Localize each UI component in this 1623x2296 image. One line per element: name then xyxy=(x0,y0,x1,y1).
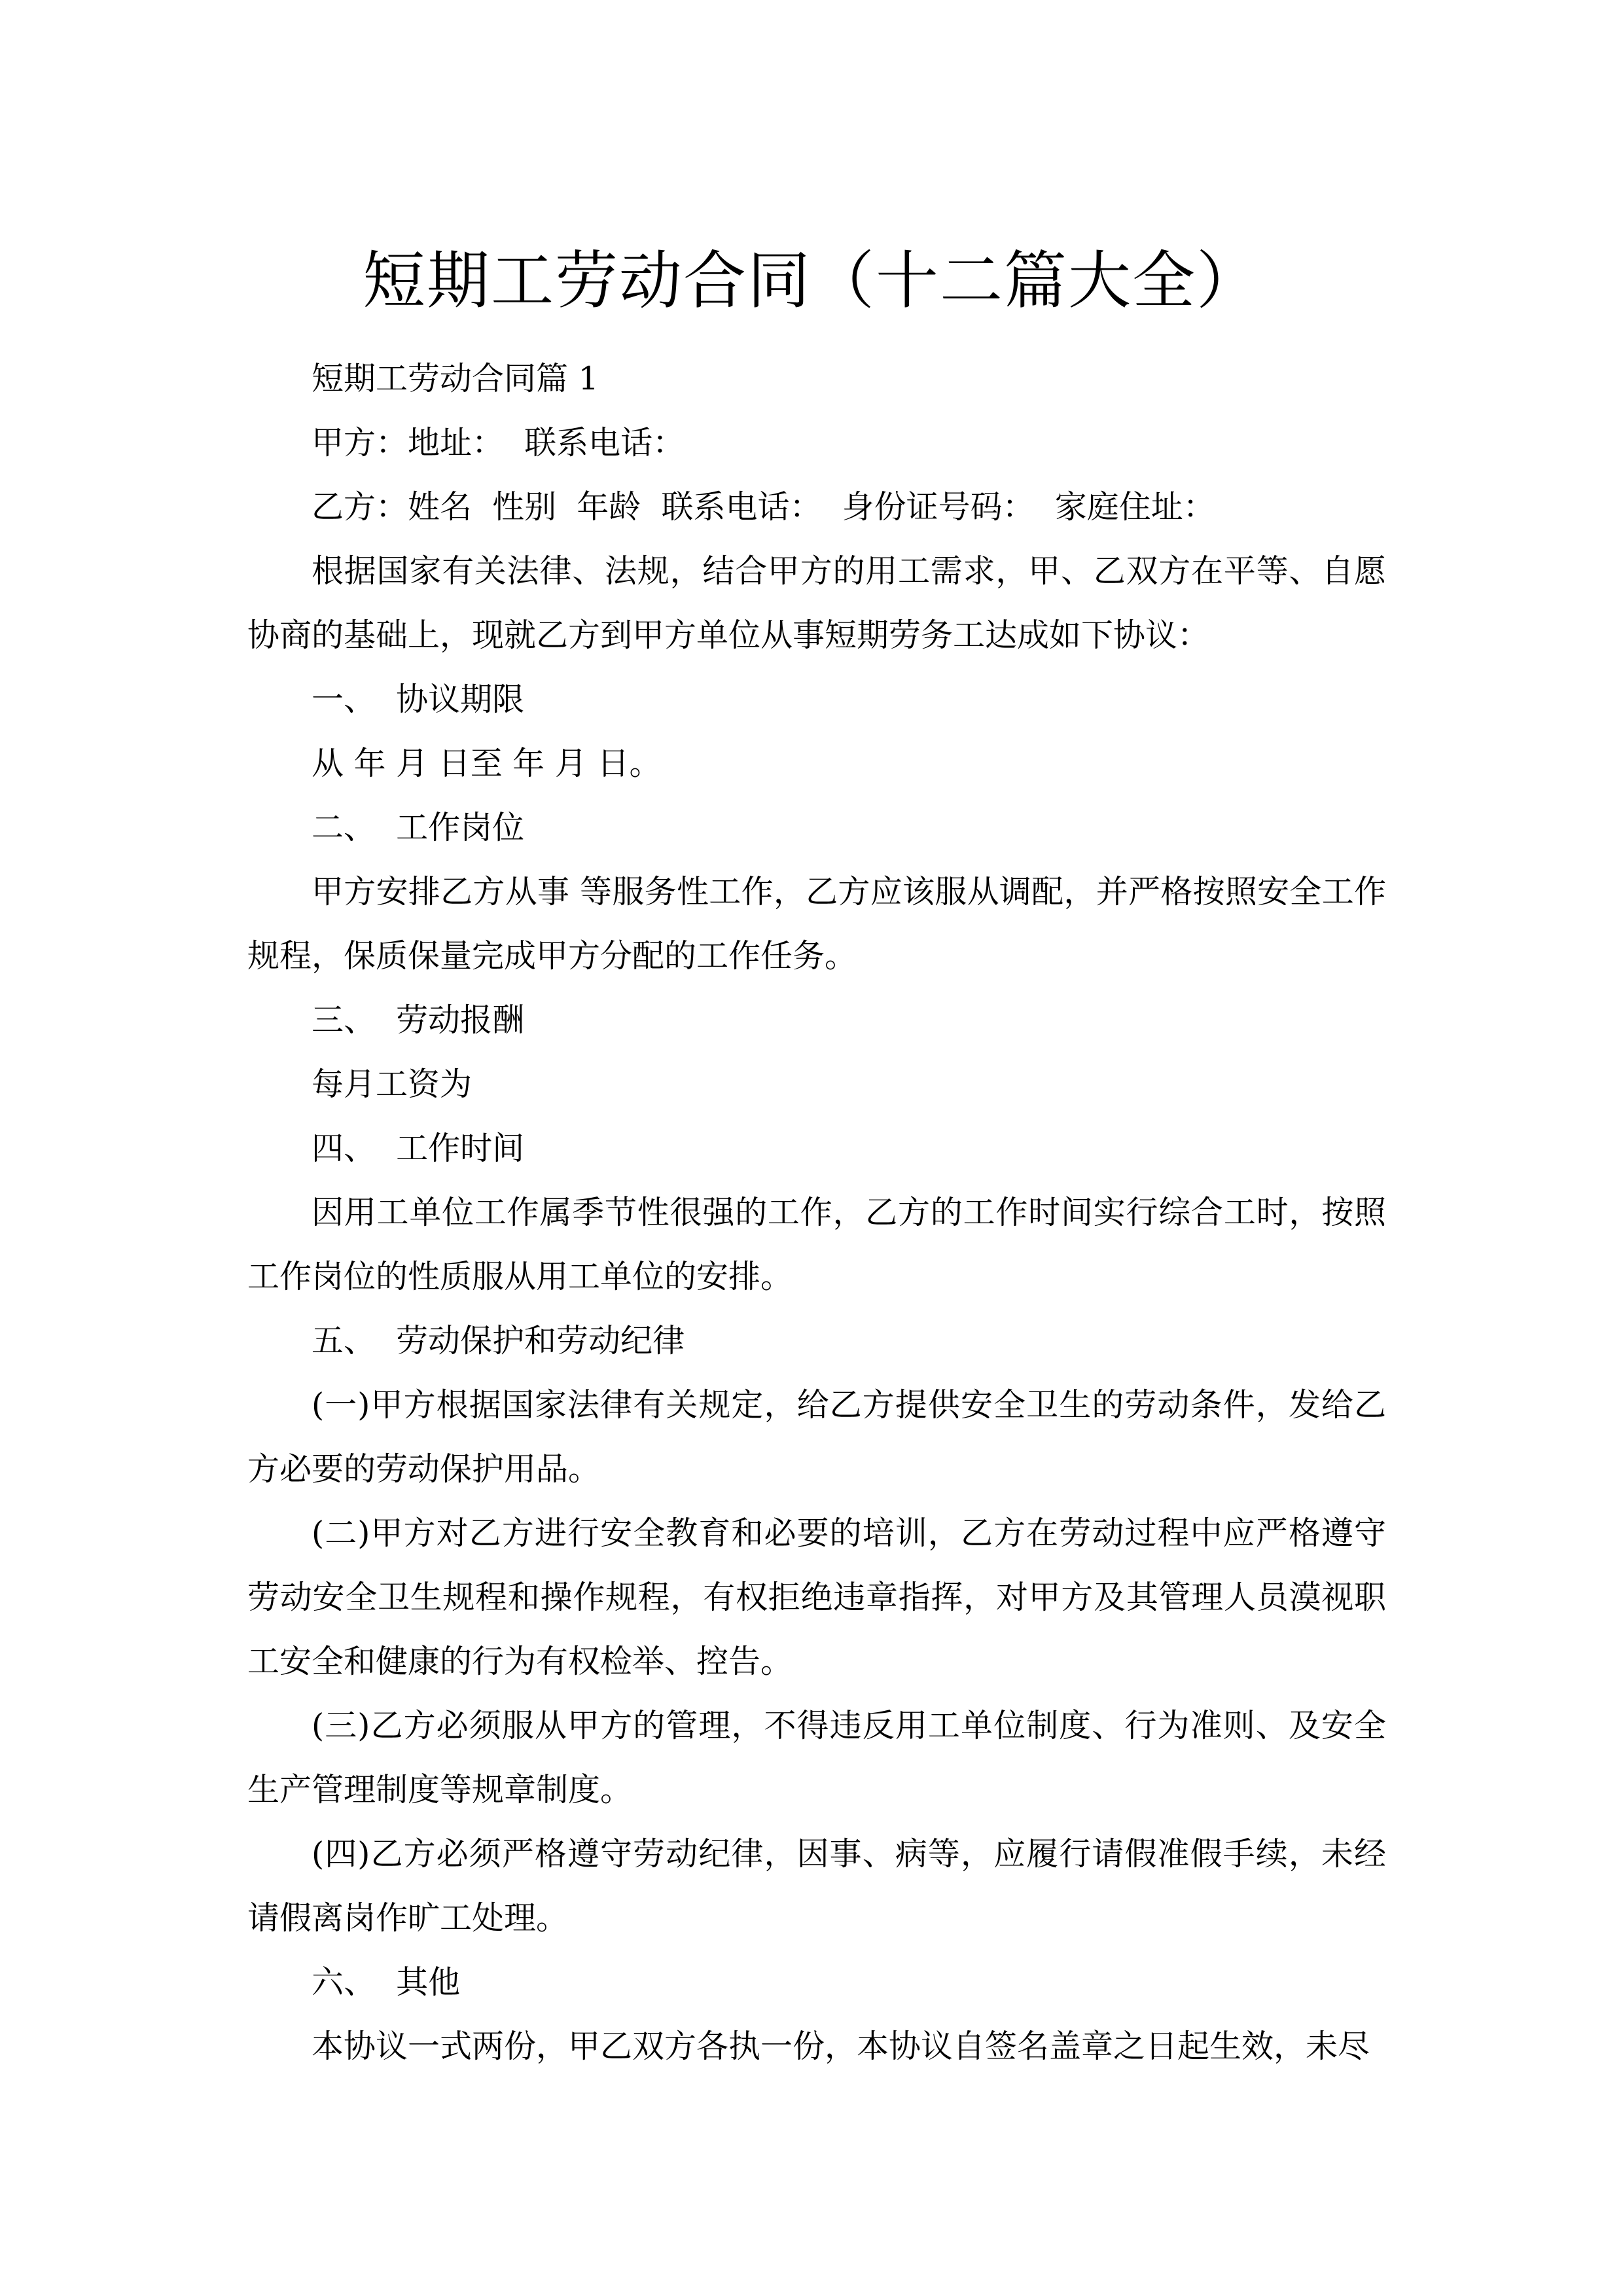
clause-heading-position: 二、 工作岗位 xyxy=(312,809,525,846)
clause-paragraph-protection-1: (一)甲方根据国家法律有关规定，给乙方提供安全卫生的劳动条件，发给乙方必要的劳动保护用品。 xyxy=(247,1386,1386,1488)
clause-paragraph-position: 甲方安排乙方从事 等服务性工作，乙方应该服从调配，并严格按照安全工作规程，保质保量完成甲方分配的工作任务。 xyxy=(247,873,1386,975)
clause-paragraph-protection-4: (四)乙方必须严格遵守劳动纪律，因事、病等，应履行请假准假手续，未经请假离岗作旷工处理。 xyxy=(247,1835,1386,1937)
clause-heading-protection: 五、 劳动保护和劳动纪律 xyxy=(312,1322,685,1359)
clause-heading-hours: 四、 工作时间 xyxy=(312,1130,525,1167)
clause-paragraph-term: 从 年 月 日至 年 月 日。 xyxy=(312,745,662,782)
section-title: 短期工劳动合同篇 1 xyxy=(312,360,599,397)
party-a-line: 甲方：地址： 联系电话： xyxy=(312,424,685,461)
clause-paragraph-protection-3: (三)乙方必须服从甲方的管理，不得违反用工单位制度、行为准则、及安全生产管理制度等规章制度。 xyxy=(247,1707,1386,1808)
document-title: 短期工劳动合同（十二篇大全） xyxy=(363,244,1260,318)
clause-paragraph-protection-2: (二)甲方对乙方进行安全教育和必要的培训，乙方在劳动过程中应严格遵守劳动安全卫生规程和操作规程，有权拒绝违章指挥，对甲方及其管理人员漠视职工安全和健康的行为有权检举、控告。 xyxy=(247,1515,1386,1680)
clause-heading-term: 一、 协议期限 xyxy=(312,681,525,718)
clause-paragraph-pay: 每月工资为 xyxy=(312,1066,473,1103)
clause-heading-pay: 三、 劳动报酬 xyxy=(312,1001,525,1039)
clause-paragraph-hours: 因用工单位工作属季节性很强的工作，乙方的工作时间实行综合工时，按照工作岗位的性质服从用工单位的安排。 xyxy=(247,1194,1386,1295)
document-body xyxy=(247,347,1386,2079)
preamble-paragraph: 根据国家有关法律、法规，结合甲方的用工需求，甲、乙双方在平等、自愿协商的基础上，现就乙方到甲方单位从事短期劳务工达成如下协议： xyxy=(247,552,1386,654)
clause-paragraph-other: 本协议一式两份，甲乙双方各执一份，本协议自签名盖章之日起生效，未尽 xyxy=(312,2028,1370,2065)
clause-heading-other: 六、 其他 xyxy=(312,1964,461,2001)
party-b-line: 乙方：姓名 性别 年龄 联系电话： 身份证号码： 家庭住址： xyxy=(312,488,1215,526)
